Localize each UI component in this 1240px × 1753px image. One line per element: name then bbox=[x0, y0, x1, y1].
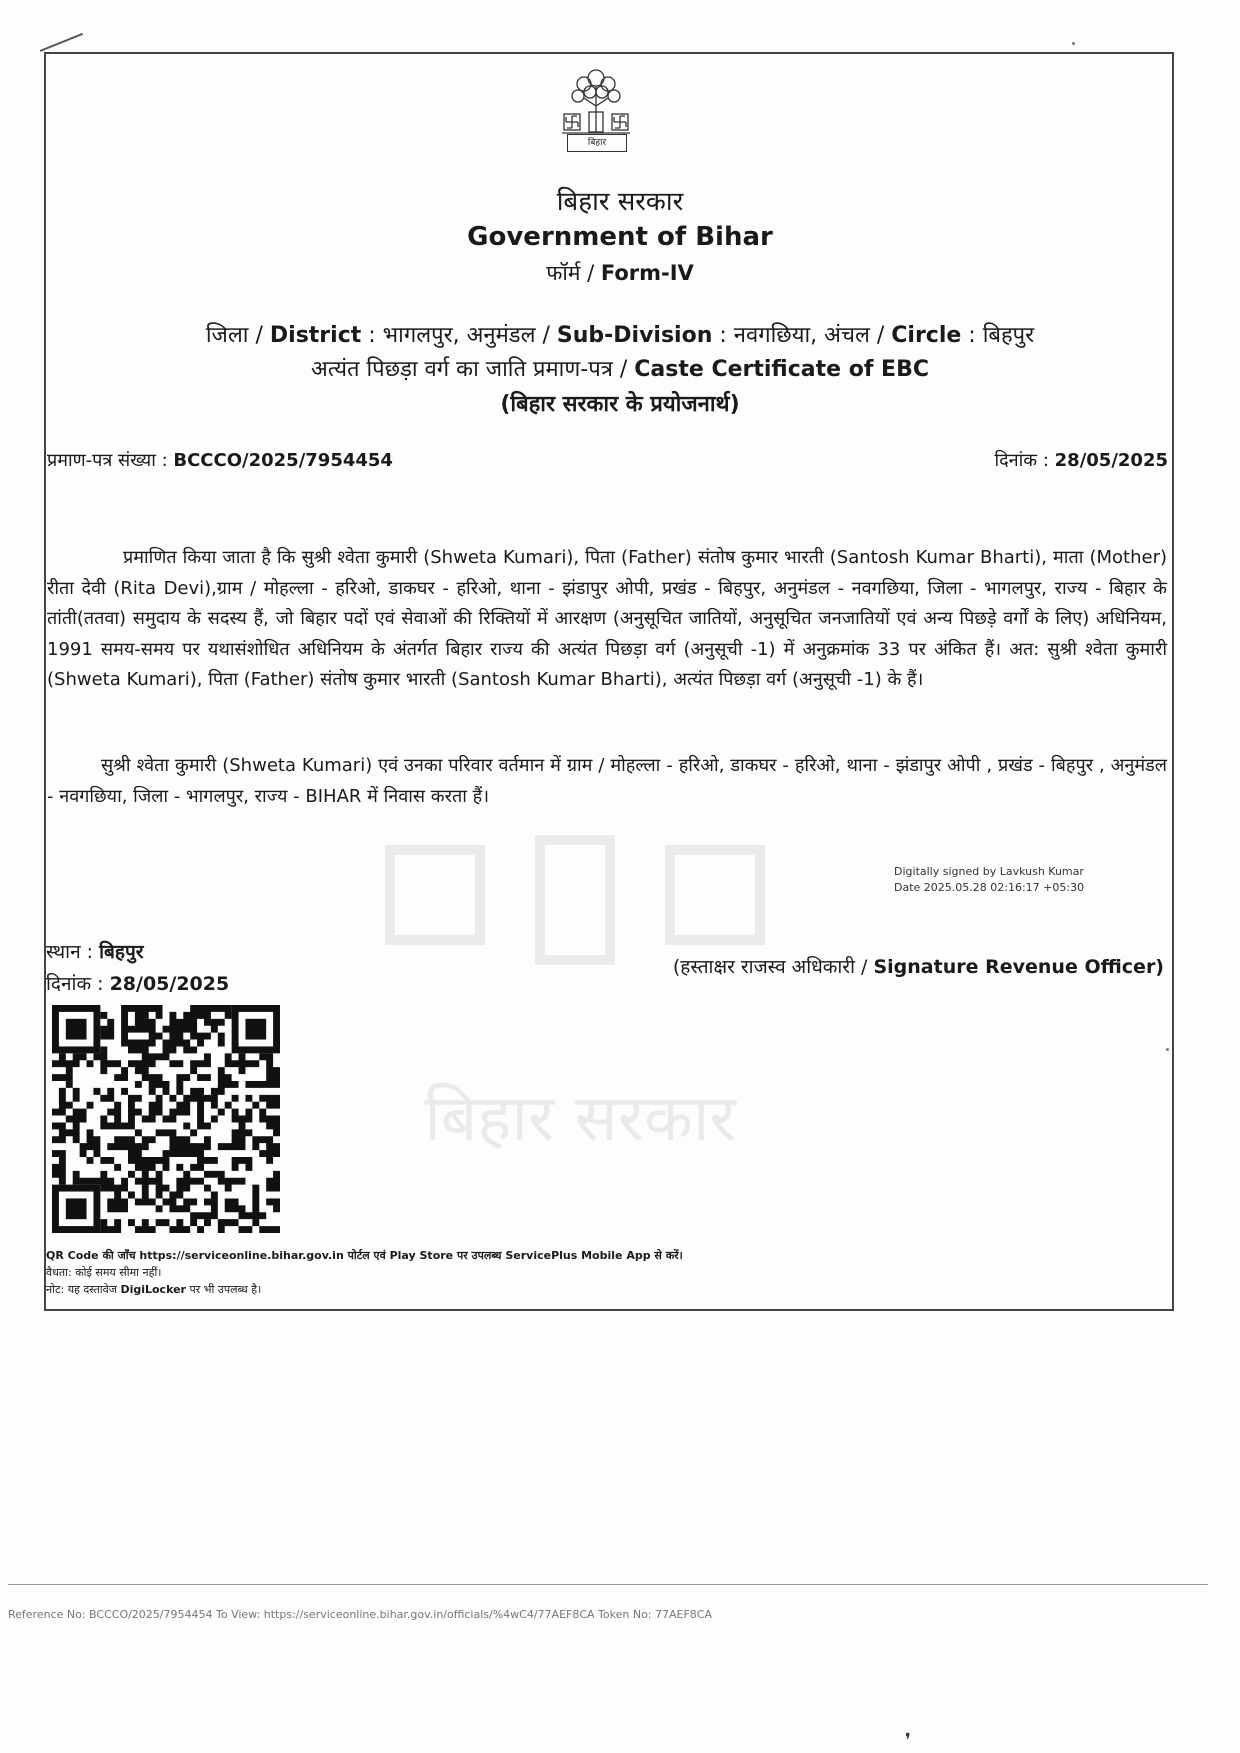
signing-date-label: दिनांक : bbox=[46, 973, 110, 995]
certificate-date-label: दिनांक : bbox=[994, 450, 1055, 471]
place-label: स्थान : bbox=[46, 941, 100, 963]
corner-mark bbox=[40, 33, 83, 52]
scan-speck bbox=[1166, 1048, 1169, 1051]
district-value: : भागलपुर, bbox=[361, 323, 467, 348]
circle-label: Circle bbox=[891, 323, 962, 348]
digilocker-note: नोट: यह दस्तावेज DigiLocker पर भी उपलब्ध है। bbox=[46, 1283, 262, 1296]
officer-label-hindi: (हस्ताक्षर राजस्व अधिकारी / bbox=[672, 956, 874, 978]
signing-date-value: 28/05/2025 bbox=[109, 973, 230, 995]
district-label: District bbox=[269, 323, 362, 348]
certificate-title-english: Caste Certificate of EBC bbox=[634, 357, 929, 382]
scan-speck bbox=[1072, 42, 1075, 45]
reference-line: Reference No: BCCCO/2025/7954454 To View: https://serviceonline.bihar.gov.in/officials/%4wC4/77AEF8CA Token No: 77AEF8CA bbox=[8, 1608, 713, 1621]
subdivision-label: Sub-Division bbox=[556, 323, 713, 348]
signing-date bbox=[46, 970, 229, 996]
signature-revenue-officer bbox=[673, 953, 1164, 979]
subdivision-value: : नवगछिया, bbox=[712, 323, 825, 348]
form-label-english: Form-IV bbox=[600, 261, 694, 285]
qr-code bbox=[52, 1005, 280, 1233]
scan-mark: ❜ bbox=[905, 1730, 911, 1751]
certificate-title bbox=[0, 353, 1240, 383]
jurisdiction-line bbox=[0, 319, 1240, 349]
certificate-number-label: प्रमाण-पत्र संख्या : bbox=[47, 450, 174, 471]
emblem-label: बिहार bbox=[567, 134, 627, 152]
certificate-body-paragraph: प्रमाणित किया जाता है कि सुश्री श्वेता कुमारी (Shweta Kumari), पिता (Father) संतोष कुमार भारती (Santosh Kumar Bharti), माता (Mother) रीता देवी (Rita Devi),ग्राम / मोहल्ला - हरिओ, डाकघर - हरिओ, थाना - झंडापुर ओपी, प्रखंड - बिहपुर, अनुमंडल - नवगछिया, जिला - भागलपुर, राज्य - बिहार के तांती(ततवा) समुदाय के सदस्य हैं, जो बिहार पदों एवं सेवाओं की रिक्तियों में आरक्षण (अनुसूचित जातियों, अनुसूचित जनजातियों एवं अन्य पिछड़े वर्गों के लिए) अधिनियम, 1991 समय-समय पर यथासंशोधित अधिनियम के अंतर्गत बिहार राज्य की अत्यंत पिछड़ा वर्ग (अनुसूची -1) में अनुक्रमांक 33 पर अंकित हैं। अत: सुश्री श्वेता कुमारी (Shweta Kumari), पिता (Father) संतोष कुमार भारती (Santosh Kumar Bharti), अत्यंत पिछड़ा वर्ग (अनुसूची -1) के हैं। bbox=[47, 547, 1167, 690]
circle-value: : बिहपुर bbox=[961, 323, 1035, 348]
place bbox=[46, 938, 144, 964]
validity-note: वैधता: कोई समय सीमा नहीं। bbox=[46, 1266, 162, 1279]
residence-paragraph: सुश्री श्वेता कुमारी (Shweta Kumari) एवं उनका परिवार वर्तमान में ग्राम / मोहल्ला - हरिओ, डाकघर - हरिओ, थाना - झंडापुर ओपी , प्रखंड - बिहपुर , अनुमंडल - नवगछिया, जिला - भागलपुर, राज्य - BIHAR में निवास करता हैं। bbox=[47, 755, 1167, 807]
officer-label-english: Signature Revenue Officer) bbox=[873, 956, 1164, 978]
form-label-hindi: फॉर्म / bbox=[546, 261, 601, 285]
certificate-purpose: (बिहार सरकार के प्रयोजनार्थ) bbox=[500, 392, 740, 417]
certificate-number bbox=[47, 448, 393, 472]
digital-signature-signer: Digitally signed by Lavkush Kumar bbox=[894, 865, 1084, 878]
certificate-number-value: BCCCO/2025/7954454 bbox=[173, 450, 393, 471]
certificate-date bbox=[994, 448, 1168, 472]
place-value: बिहपुर bbox=[99, 941, 144, 963]
certificate-title-hindi: अत्यंत पिछड़ा वर्ग का जाति प्रमाण-पत्र / bbox=[311, 357, 635, 382]
district-label-hindi: जिला / bbox=[205, 323, 270, 348]
gov-title-hindi: बिहार सरकार bbox=[556, 187, 684, 217]
watermark-text: बिहार सरकार bbox=[424, 1082, 736, 1156]
subdivision-label-hindi: अनुमंडल / bbox=[466, 323, 557, 348]
watermark-emblem bbox=[370, 830, 790, 1160]
certificate-date-value: 28/05/2025 bbox=[1054, 450, 1168, 471]
form-number bbox=[0, 259, 1240, 287]
circle-label-hindi: अंचल / bbox=[824, 323, 892, 348]
digital-signature-date: Date 2025.05.28 02:16:17 +05:30 bbox=[894, 881, 1085, 894]
page-divider bbox=[8, 1584, 1208, 1585]
footer-notes bbox=[46, 1247, 683, 1298]
digital-signature bbox=[894, 864, 1084, 896]
verification-url: https://serviceonline.bihar.gov.in bbox=[139, 1249, 344, 1262]
gov-title-english: Government of Bihar bbox=[467, 222, 773, 252]
qr-verification-note: QR Code की जाँच https://serviceonline.bihar.gov.in पोर्टल एवं Play Store पर उपलब्ध ServicePlus Mobile App से करें। bbox=[46, 1249, 683, 1262]
